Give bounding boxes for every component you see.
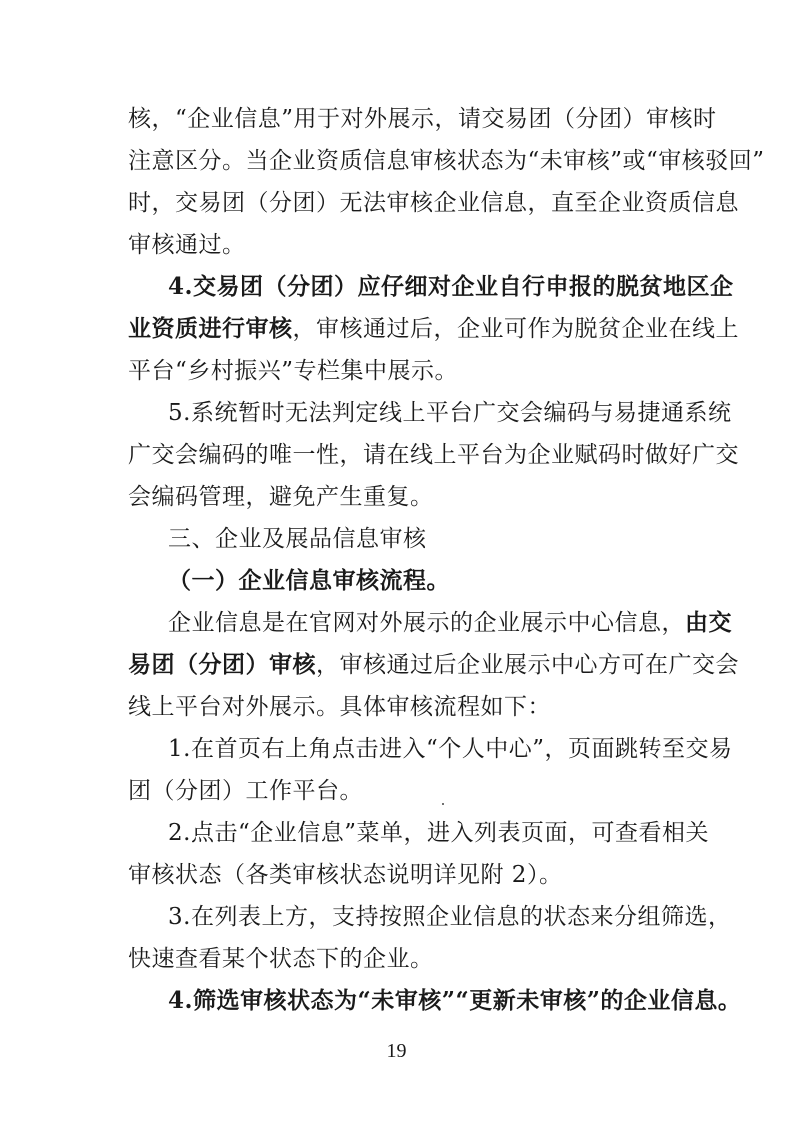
paragraph-line: 线上平台对外展示。具体审核流程如下：: [128, 694, 551, 720]
page-number: 19: [386, 1040, 407, 1062]
line-text: ，审核通过后企业展示中心方可在广交会: [316, 652, 739, 678]
step-line: 1.在首页右上角点击进入“个人中心”，页面跳转至交易: [168, 736, 733, 762]
section-heading: 三、企业及展品信息审核: [168, 526, 427, 552]
bold-phrase: 由交: [685, 609, 732, 636]
paragraph-line: [128, 314, 739, 344]
bold-phrase: 业资质进行审核: [128, 315, 293, 342]
bold-phrase: 易团（分团）审核: [128, 651, 316, 678]
step-line: 审核状态（各类审核状态说明详见附 2）。: [128, 862, 563, 888]
paragraph-line: [168, 608, 732, 638]
paragraph-line: 会编码管理，避免产生重复。: [128, 484, 434, 510]
line-text: 企业信息是在官网对外展示的企业展示中心信息，: [168, 610, 685, 636]
paragraph-line-bold: 4.交易团（分团）应仔细对企业自行申报的脱贫地区企: [168, 273, 734, 300]
paragraph-line: 广交会编码的唯一性，请在线上平台为企业赋码时做好广交: [128, 442, 739, 468]
paragraph-line: 注意区分。当企业资质信息审核状态为“未审核”或“审核驳回”: [128, 148, 765, 174]
step-line: 快速查看某个状态下的企业。: [128, 946, 434, 972]
step-line: 3.在列表上方，支持按照企业信息的状态来分组筛选，: [168, 904, 732, 930]
step-line: 团（分团）工作平台。: [128, 778, 363, 804]
step-line-bold: 4.筛选审核状态为“未审核”“更新未审核”的企业信息。: [168, 987, 742, 1014]
step-line: 2.点击“企业信息”菜单，进入列表页面，可查看相关: [168, 820, 709, 846]
line-text: ，审核通过后，企业可作为脱贫企业在线上: [292, 316, 739, 342]
scan-speck: [442, 803, 444, 805]
paragraph-line: 平台“乡村振兴”专栏集中展示。: [128, 358, 459, 384]
paragraph-line: 5.系统暂时无法判定线上平台广交会编码与易捷通系统: [168, 400, 732, 426]
paragraph-line: [128, 650, 739, 680]
subsection-heading: （一）企业信息审核流程。: [168, 567, 450, 594]
paragraph-line: 审核通过。: [128, 232, 246, 258]
paragraph-line: 核，“企业信息”用于对外展示，请交易团（分团）审核时: [128, 106, 717, 132]
paragraph-line: 时，交易团（分团）无法审核企业信息，直至企业资质信息: [128, 190, 739, 216]
